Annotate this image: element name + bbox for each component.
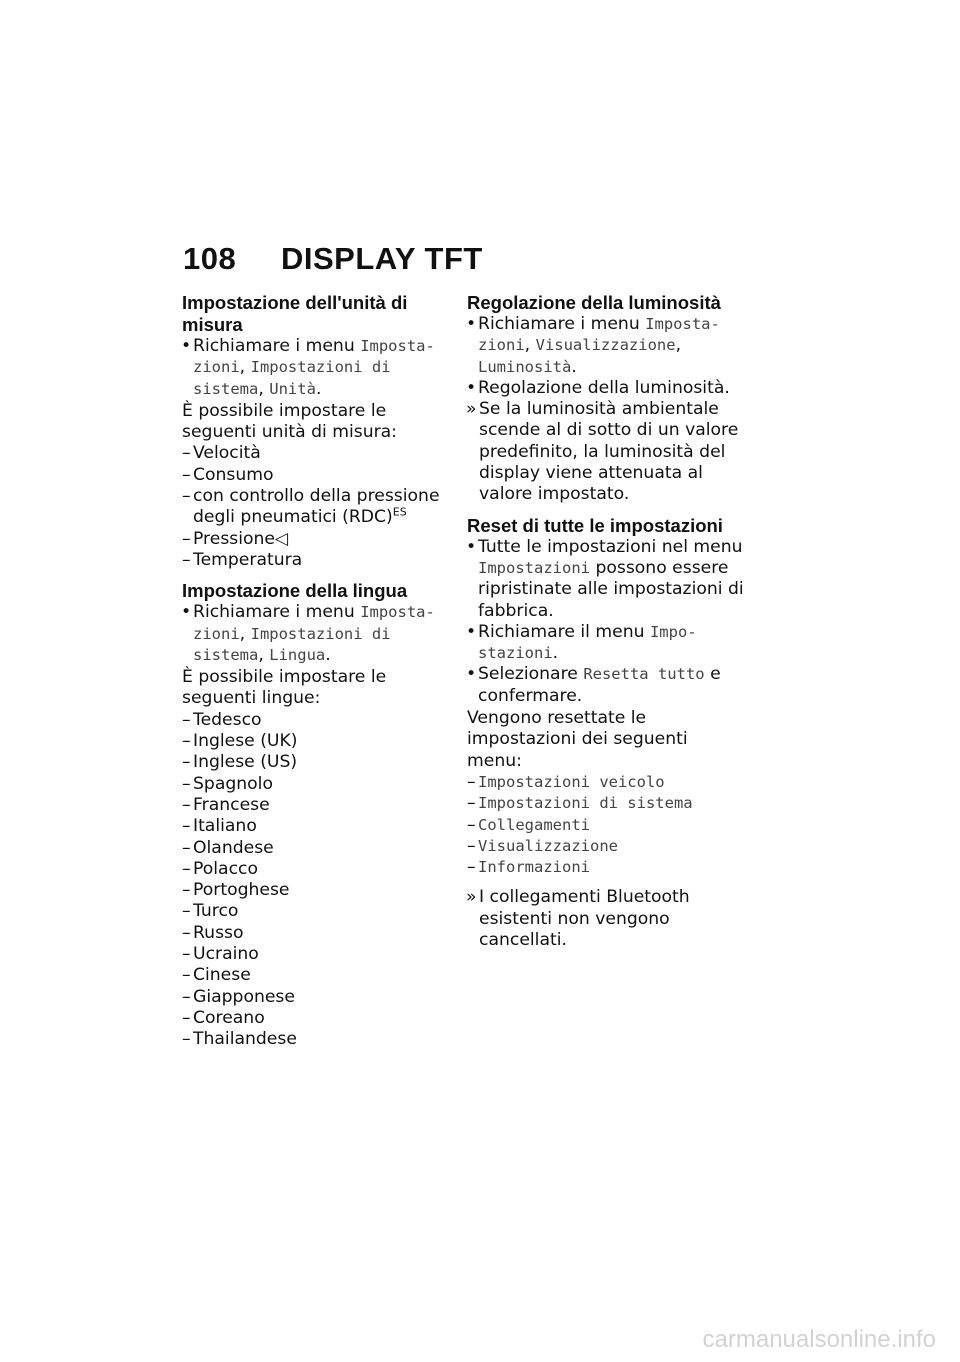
pressure-triangle-icon: ◁	[275, 528, 289, 549]
reset-heading: Reset di tutte le impostazioni	[467, 514, 723, 536]
bullet-icon: •	[466, 377, 477, 398]
reset-result: » I collegamenti Bluetooth esistenti non vengono cancellati.	[466, 887, 690, 951]
language-intro: È possibile impostare le seguenti lingue:	[182, 667, 387, 709]
list-item: – Consumo	[182, 464, 274, 485]
units-list	[182, 443, 452, 571]
list-item: – Collegamenti	[467, 814, 590, 835]
units-intro: È possibile impostare le seguenti unità di misura:	[182, 400, 397, 443]
menu-path: Impostazioni	[478, 558, 590, 577]
list-item: – Olandese	[182, 837, 274, 858]
list-item: – Francese	[182, 794, 270, 815]
list-item: – Italiano	[182, 816, 257, 837]
page-header	[183, 241, 483, 277]
chapter-title: DISPLAY TFT	[281, 241, 483, 276]
list-item: – con controllo della pressione degli pneumatici (RDC)$^{ES}$	[182, 486, 440, 528]
reset-note: • Tutte le impostazioni nel menu Impostazioni possono essere ripristinate alle impostazioni di fabbrica.	[466, 536, 744, 621]
menu-path: Imposta-zioni	[193, 337, 435, 377]
menu-path: Resetta tutto	[583, 665, 705, 684]
menu-path: Impo-stazioni	[478, 622, 697, 663]
superscript: ES	[392, 505, 407, 519]
language-step: • Richiamare i menu Imposta-zioni, Impostazioni di sistema, Lingua.	[181, 602, 435, 665]
list-item: – Impostazioni veicolo	[467, 771, 665, 792]
reset-step-2: • Selezionare Resetta tutto e confermare.	[466, 664, 721, 706]
list-item: – Visualizzazione	[467, 835, 618, 856]
bullet-icon: •	[181, 602, 192, 623]
menu-path: Impostazioni di sistema	[193, 358, 391, 398]
list-item: – Temperatura	[182, 549, 303, 570]
menu-path: Imposta-zioni	[193, 603, 435, 643]
brightness-result: » Se la luminosità ambientale scende al di sotto di un valore predefinito, la luminosità del display viene attenuata al valore impostato.	[466, 399, 739, 505]
list-item: – Cinese	[182, 965, 251, 986]
page-number: 108	[183, 241, 237, 276]
left-column	[182, 292, 452, 1051]
reset-step-1: • Richiamare il menu Impo-stazioni.	[466, 621, 697, 664]
list-item: – Spagnolo	[182, 773, 273, 794]
menu-path: Visualizzazione	[535, 336, 676, 355]
list-item: – Tedesco	[182, 709, 262, 730]
menu-path: Lingua	[269, 645, 326, 664]
watermark: carmanualsonline.info	[702, 1326, 936, 1353]
bullet-icon: •	[181, 336, 192, 356]
list-item: – Pressione◁	[182, 528, 289, 549]
bullet-icon: •	[466, 536, 477, 557]
bullet-icon: •	[466, 664, 477, 685]
menu-path: Unità	[269, 379, 316, 398]
bullet-icon: •	[466, 621, 477, 642]
language-list	[182, 710, 452, 1051]
brightness-step-1: • Richiamare i menu Imposta-zioni, Visualizzazione, Luminosità.	[466, 314, 720, 377]
list-item: – Impostazioni di sistema	[467, 793, 693, 814]
list-item: – Inglese (UK)	[182, 731, 298, 752]
list-item: – Turco	[182, 901, 239, 922]
bullet-icon: •	[466, 314, 477, 334]
list-item: – Thailandese	[182, 1029, 297, 1050]
result-arrow-icon: »	[466, 399, 477, 420]
brightness-heading: Regolazione della luminosità	[467, 292, 721, 313]
list-item: – Coreano	[182, 1007, 265, 1028]
right-column	[467, 292, 747, 951]
reset-menu-list	[467, 772, 747, 878]
brightness-step-2: • Regolazione della luminosità.	[466, 377, 730, 398]
units-heading: Impostazione dell'unità di misura	[182, 292, 408, 335]
list-item: – Inglese (US)	[182, 752, 298, 773]
menu-path: Impostazioni di sistema	[193, 624, 391, 664]
list-item: – Velocità	[182, 443, 261, 464]
list-item: – Giapponese	[182, 986, 295, 1007]
list-item: – Polacco	[182, 858, 258, 879]
units-step: • Richiamare i menu Imposta-zioni, Impostazioni di sistema, Unità.	[181, 336, 435, 399]
menu-path: Imposta-zioni	[478, 315, 720, 355]
language-heading: Impostazione della lingua	[182, 580, 408, 602]
list-item: – Portoghese	[182, 880, 290, 901]
menu-path: Luminosità	[478, 357, 572, 376]
list-item: – Russo	[182, 922, 244, 943]
result-arrow-icon: »	[466, 887, 477, 908]
list-item: – Informazioni	[467, 857, 590, 878]
reset-intro: Vengono resettate le impostazioni dei seguenti menu:	[467, 708, 688, 771]
list-item: – Ucraino	[182, 944, 259, 965]
